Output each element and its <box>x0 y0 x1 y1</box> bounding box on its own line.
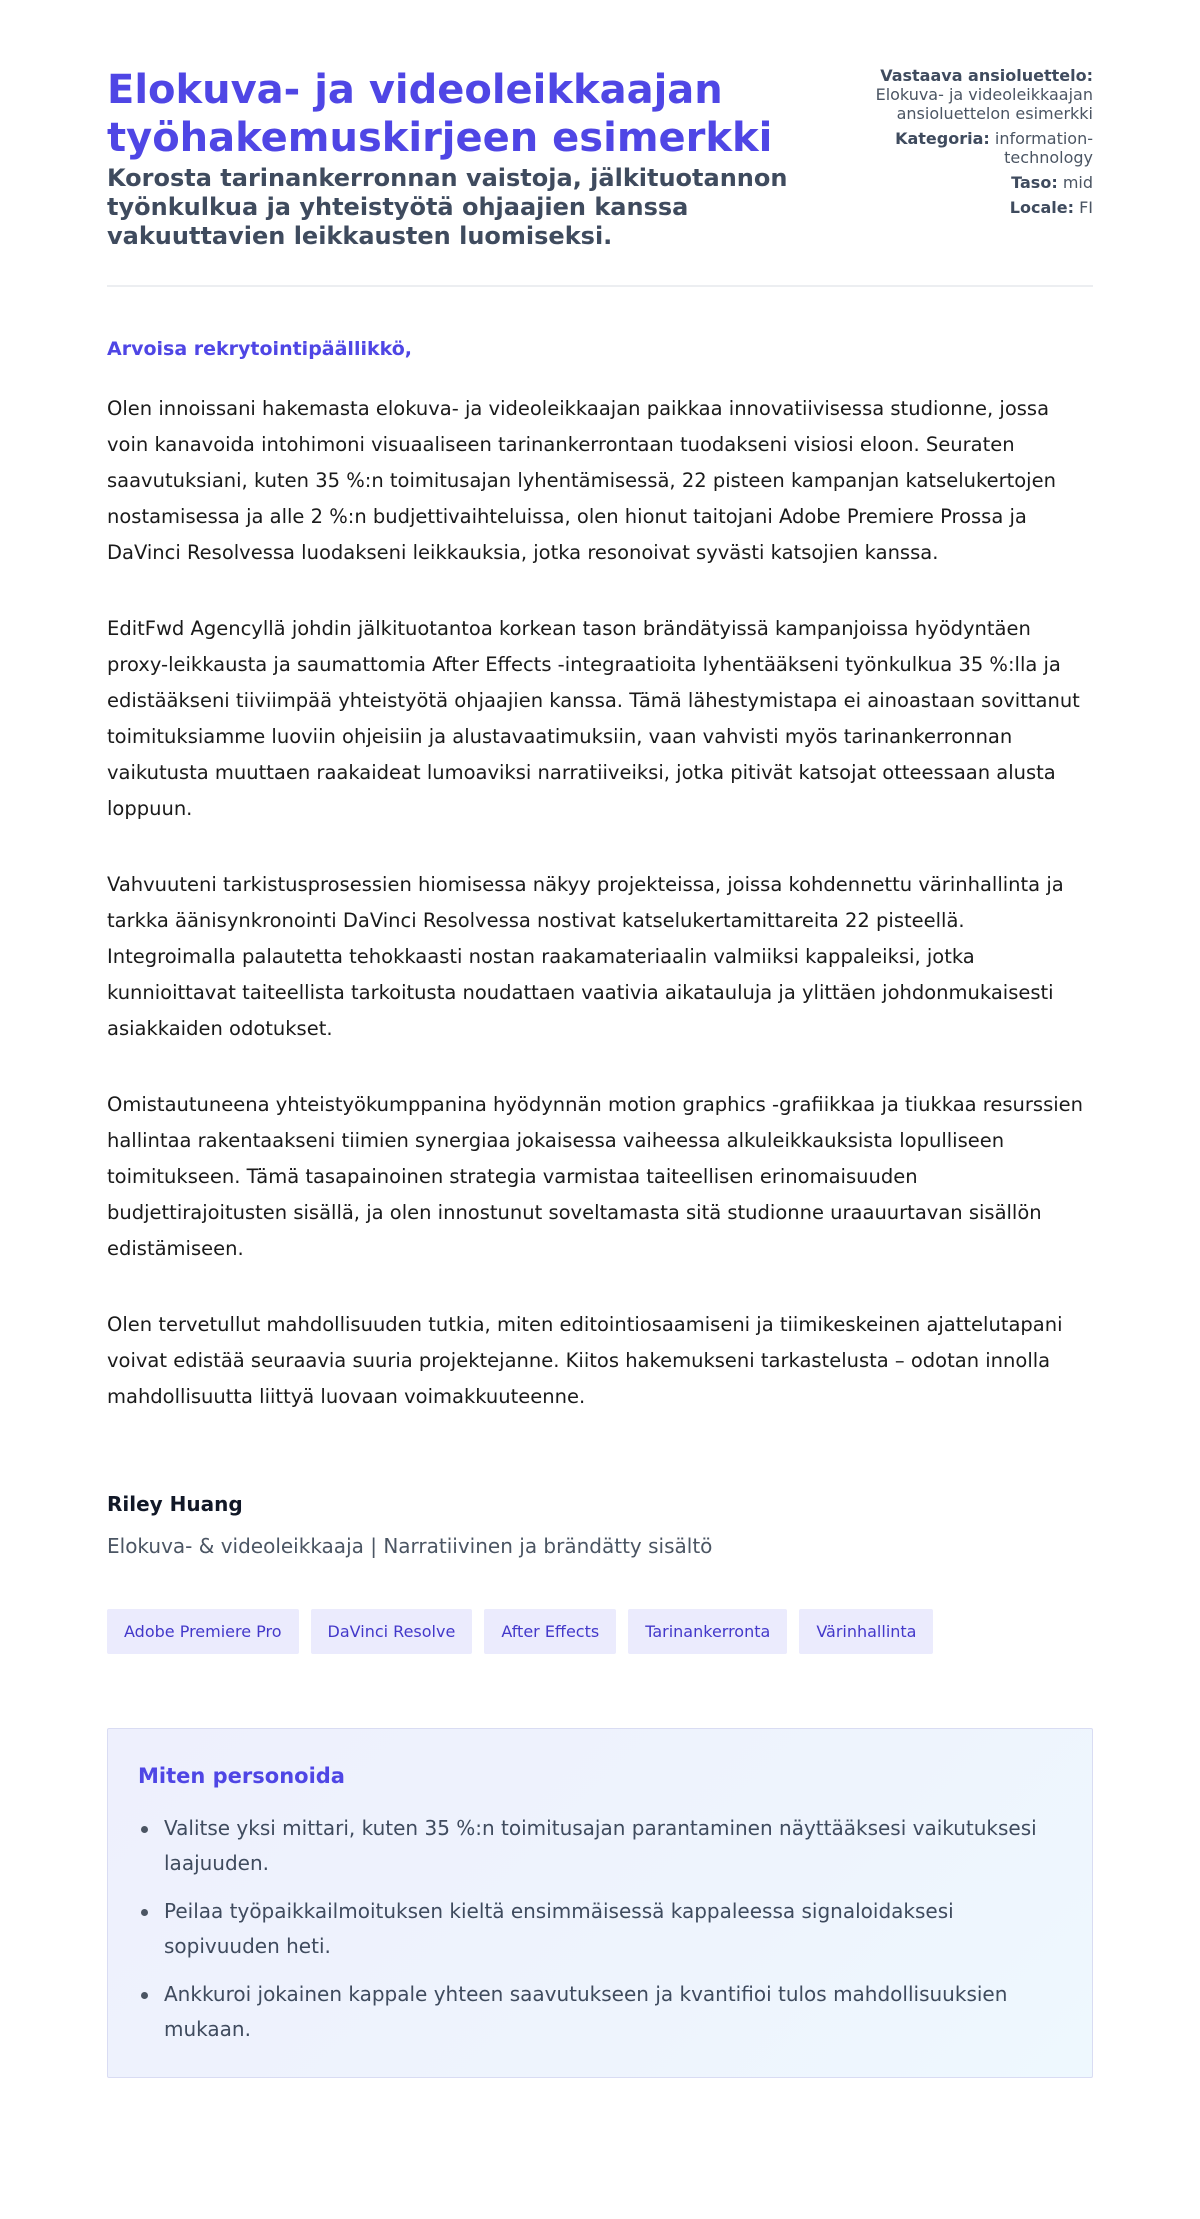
tag-davinci-resolve[interactable]: DaVinci Resolve <box>311 1609 473 1654</box>
tips-item <box>138 1977 1062 2047</box>
bullet-icon <box>141 1992 148 1999</box>
bullet-icon <box>141 1909 148 1916</box>
letter-body <box>107 337 1093 1415</box>
skill-tags <box>107 1609 1093 1654</box>
meta-level-value: mid <box>1062 173 1093 192</box>
letter-paragraph-4: Omistautuneena yhteistyökumppanina hyödynnän motion graphics -grafiikkaa ja tiukkaa resurssien hallintaa rakentaakseni tiimien synergiaa jokaisessa vaiheessa alkuleikkauksista lopulliseen toimitukseen. Tämä tasapainoinen strategia varmistaa taiteellisen erinomaisuuden budjettirajoitusten sisällä, ja olen innostunut soveltamasta sitä studionne uraauurtavan sisällön edistämiseen. <box>107 1093 1083 1260</box>
tag-varinhallinta[interactable]: Värinhallinta <box>799 1609 933 1654</box>
tips-item-text: Ankkuroi jokainen kappale yhteen saavutukseen ja kvantifioi tulos mahdollisuuksien mukaan. <box>164 1982 1008 2041</box>
meta-category <box>833 129 1093 167</box>
meta-locale-label: Locale: <box>1009 198 1074 217</box>
meta-level-label: Taso: <box>1011 173 1058 192</box>
tips-item-text: Peilaa työpaikkailmoituksen kieltä ensimmäisessä kappaleessa signaloidaksesi sopivuuden heti. <box>164 1899 954 1958</box>
personalization-tips <box>107 1728 1093 2078</box>
meta-locale <box>833 198 1093 217</box>
meta-resume-value: Elokuva- ja videoleikkaajan ansioluettelon esimerkki <box>875 85 1093 123</box>
letter-paragraph-1: Olen innoissani hakemasta elokuva- ja videoleikkaajan paikkaa innovatiivisessa studionne, jossa voin kanavoida intohimoni visuaaliseen tarinankerrontaan tuodakseni visiosi eloon. Seuraten saavutuksiani, kuten 35 %:n toimitusajan lyhentämisessä, 22 pisteen kampanjan katselukertojen nostamisessa ja alle 2 %:n budjettivaihteluissa, olen hionut taitojani Adobe Premiere Prossa ja DaVinci Resolvessa luodakseni leikkauksia, jotka resonoivat syvästi katsojien kanssa. <box>107 397 1056 564</box>
meta-category-label: Kategoria: <box>895 129 990 148</box>
header-titles <box>107 66 797 251</box>
tips-list <box>138 1811 1062 2047</box>
salutation: Arvoisa rekrytointipäällikkö, <box>107 338 413 360</box>
page-header <box>107 66 1093 287</box>
letter-paragraph-2: EditFwd Agencyllä johdin jälkituotantoa korkean tason brändätyissä kampanjoissa hyödyntäen proxy-leikkausta ja saumattomia After Effects -integraatioita lyhentääkseni työnkulkua 35 %:lla ja edistääkseni tiiviimpää yhteistyötä ohjaajien kanssa. Tämä lähestymistapa ei ainoastaan sovittanut toimituksiamme luoviin ohjeisiin ja alustavaatimuksiin, vaan vahvisti myös tarinankerronnan vaikutusta muuttaen raakaideat lumoaviksi narratiiveiksi, jotka pitivät katsojat otteessaan alusta loppuun. <box>107 617 1080 820</box>
page-title: Elokuva- ja videoleikkaajan työhakemuskirjeen esimerkki <box>107 67 773 161</box>
tag-tarinankerronta[interactable]: Tarinankerronta <box>628 1609 787 1654</box>
letter-paragraph-5: Olen tervetullut mahdollisuuden tutkia, miten editointiosaamiseni ja tiimikeskeinen ajattelutapani voivat edistää seuraavia suuria projektejanne. Kiitos hakemukseni tarkastelusta – odotan innolla mahdollisuutta liittyä luovaan voimakkuuteenne. <box>107 1313 1063 1408</box>
meta-category-value: information-technology <box>994 129 1093 167</box>
meta-locale-value: FI <box>1079 198 1093 217</box>
tag-after-effects[interactable]: After Effects <box>484 1609 616 1654</box>
tag-adobe-premiere-pro[interactable]: Adobe Premiere Pro <box>107 1609 299 1654</box>
meta-related-resume <box>833 66 1093 123</box>
signature-title: Elokuva- & videoleikkaaja | Narratiivinen ja brändätty sisältö <box>107 1534 713 1558</box>
letter-paragraph-3: Vahvuuteni tarkistusprosessien hiomisessa näkyy projekteissa, joissa kohdennettu värinhallinta ja tarkka äänisynkronointi DaVinci Resolvessa nostivat katselukertamittareita 22 pisteellä. Integroimalla palautetta tehokkaasti nostan raakamateriaalin valmiiksi kappaleiksi, jotka kunnioittavat taiteellista tarkoitusta noudattaen vaativia aikatauluja ja ylittäen johdonmukaisesti asiakkaiden odotukset. <box>107 873 1064 1040</box>
tips-item <box>138 1811 1062 1881</box>
page-subtitle: Korosta tarinankerronnan vaistoja, jälkituotannon työnkulkua ja yhteistyötä ohjaajien kanssa vakuuttavien leikkausten luomiseksi. <box>107 164 788 250</box>
signature-name: Riley Huang <box>107 1492 243 1516</box>
bullet-icon <box>141 1826 148 1833</box>
signature-block <box>107 1491 1093 1559</box>
meta-level <box>833 173 1093 192</box>
meta-panel <box>833 66 1093 223</box>
tips-item <box>138 1894 1062 1964</box>
meta-resume-label: Vastaava ansioluettelo: <box>880 66 1093 85</box>
tips-title: Miten personoida <box>138 1764 345 1788</box>
tips-item-text: Valitse yksi mittari, kuten 35 %:n toimitusajan parantaminen näyttääksesi vaikutuksesi laajuuden. <box>164 1816 1037 1875</box>
